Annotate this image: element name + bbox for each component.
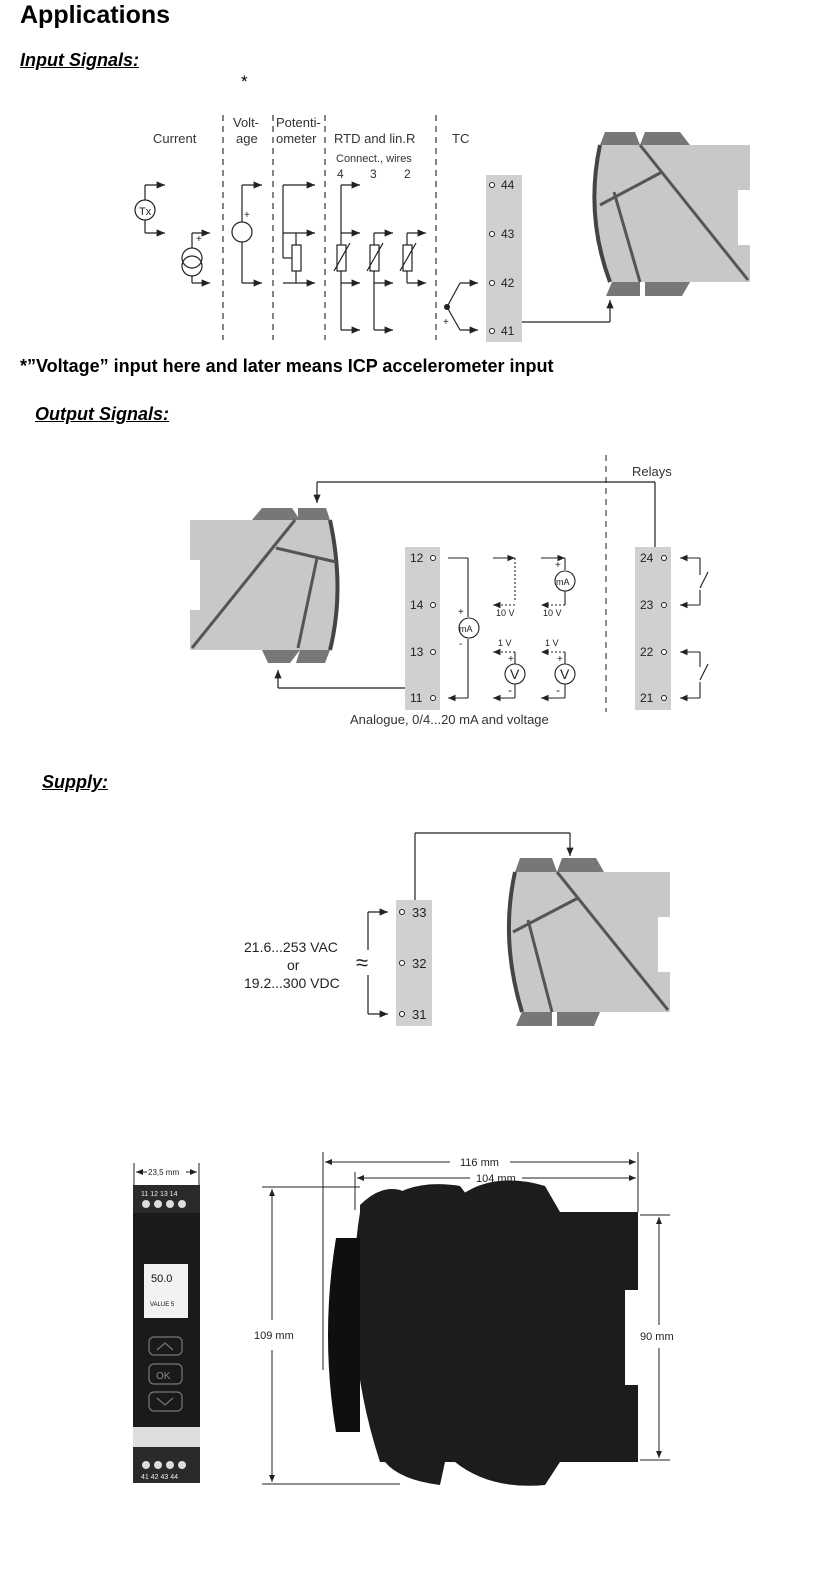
- terminal-14: 14: [410, 598, 424, 612]
- terminal-42: 42: [501, 276, 515, 290]
- input-signals-diagram: [0, 100, 816, 350]
- relay-terminal-strip: [635, 547, 671, 710]
- relays-label: Relays: [632, 464, 672, 479]
- input-terminal-strip: [486, 175, 522, 342]
- col-pot-label-1: Potenti-: [276, 115, 321, 130]
- ma-meter-1: mA: [459, 624, 473, 634]
- terminal-41: 41: [501, 324, 515, 338]
- col-rtd-label: RTD and lin.R: [334, 131, 416, 146]
- supply-heading: Supply:: [42, 772, 108, 792]
- dim-109: 109 mm: [254, 1330, 294, 1342]
- wires-3-label: 3: [370, 167, 377, 181]
- supply-device-illustration: [509, 858, 670, 1026]
- connect-wires-label: Connect., wires: [336, 153, 412, 165]
- terminal-12: 12: [410, 551, 424, 565]
- supply-line-3: 19.2...300 VDC: [244, 975, 340, 991]
- device-illustration: [594, 132, 750, 296]
- v-meter-2: V: [560, 666, 570, 682]
- col-current-label: Current: [153, 131, 197, 146]
- terminal-22: 22: [640, 645, 654, 659]
- analogue-terminal-strip: [405, 547, 440, 710]
- terminal-24: 24: [640, 551, 654, 565]
- ok-button-label: OK: [156, 1371, 171, 1382]
- v-meter-1: V: [510, 666, 520, 682]
- display-label: VALUE 5: [150, 1302, 175, 1308]
- dim-90: 90 mm: [640, 1331, 674, 1343]
- output-signals-diagram: [0, 450, 816, 745]
- tx-label: Tx: [139, 206, 152, 218]
- dimension-drawing: [0, 1140, 816, 1500]
- col-voltage-label-2: age: [236, 131, 258, 146]
- display-value: 50.0: [151, 1273, 173, 1285]
- terminal-32: 32: [412, 956, 427, 971]
- terminal-13: 13: [410, 645, 424, 659]
- front-width-label: 23,5 mm: [148, 1168, 180, 1177]
- col-pot-label-2: ometer: [276, 131, 317, 146]
- dim-104: 104 mm: [476, 1173, 516, 1185]
- supply-diagram: [0, 820, 816, 1040]
- terminal-23: 23: [640, 598, 654, 612]
- side-view: [254, 1152, 674, 1486]
- page-title: Applications: [20, 1, 171, 29]
- bottom-terminal-numbers: 41 42 43 44: [141, 1474, 178, 1481]
- col-tc-label: TC: [452, 131, 470, 146]
- terminal-31: 31: [412, 1007, 427, 1022]
- v-plus-2: +: [557, 654, 563, 665]
- ma-minus: -: [459, 639, 463, 650]
- current-plus-label: +: [196, 234, 202, 245]
- wires-4-label: 4: [337, 167, 344, 181]
- v1-label-2: 1 V: [545, 638, 559, 648]
- supply-line-1: 21.6...253 VAC: [244, 939, 338, 955]
- v-plus-1: +: [508, 654, 514, 665]
- v10-label-1: 10 V: [496, 608, 515, 618]
- dim-116: 116 mm: [460, 1157, 499, 1169]
- terminal-44: 44: [501, 178, 515, 192]
- supply-line-2: or: [287, 957, 300, 973]
- top-terminal-numbers: 11 12 13 14: [141, 1191, 178, 1198]
- input-signals-heading: Input Signals:: [20, 50, 139, 70]
- terminal-21: 21: [640, 691, 654, 705]
- ma-meter-2: mA: [556, 577, 570, 587]
- v1-label-1: 1 V: [498, 638, 512, 648]
- v-minus-1: -: [508, 683, 512, 697]
- asterisk-marker: *: [241, 72, 248, 91]
- v10-label-2: 10 V: [543, 608, 562, 618]
- ac-symbol: ≈: [356, 950, 369, 975]
- v-minus-2: -: [556, 683, 560, 697]
- terminal-11: 11: [410, 691, 423, 705]
- col-voltage-label-1: Volt-: [233, 115, 260, 130]
- wires-2-label: 2: [404, 167, 411, 181]
- output-device-illustration: [190, 508, 338, 663]
- tc-plus-label: +: [443, 317, 449, 328]
- output-signals-heading: Output Signals:: [35, 404, 169, 424]
- terminal-43: 43: [501, 227, 515, 241]
- ma2-plus: +: [555, 560, 561, 571]
- ma-plus: +: [458, 607, 464, 618]
- voltage-plus-label: +: [244, 210, 250, 221]
- terminal-33: 33: [412, 905, 427, 920]
- front-view: [133, 1163, 200, 1483]
- analogue-caption: Analogue, 0/4...20 mA and voltage: [350, 712, 549, 727]
- voltage-note: *”Voltage” input here and later means ICP accelerometer input: [20, 356, 554, 376]
